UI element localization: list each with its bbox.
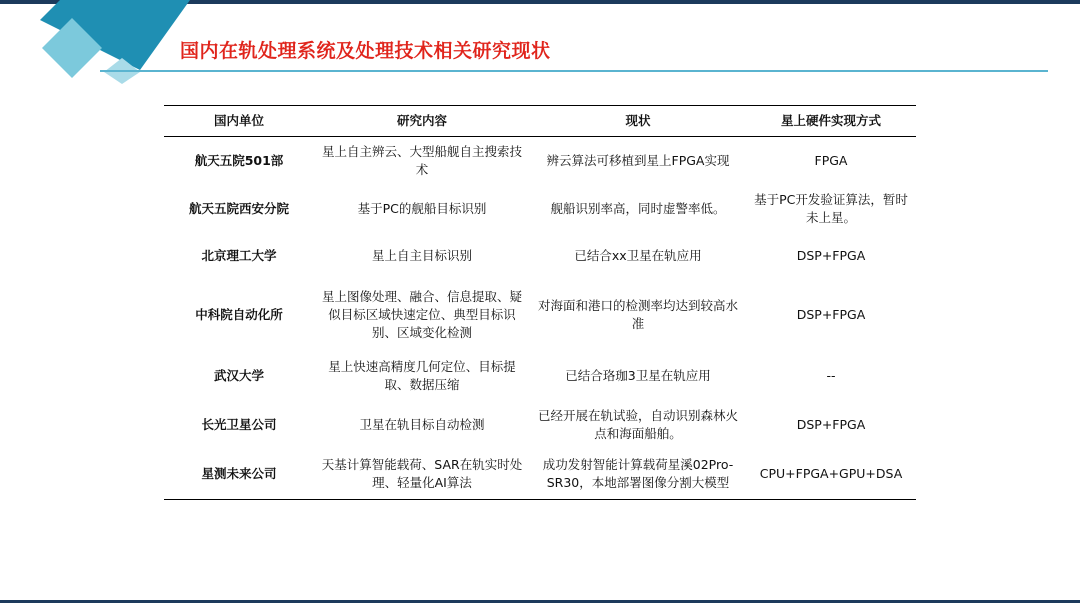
cell-content: 基于PC的舰船目标识别 [357, 200, 487, 216]
research-status-table [164, 105, 916, 500]
cell-hardware: DSP+FPGA [796, 306, 866, 322]
cell-content: 星上自主辨云、大型船舰自主搜索技术 [321, 143, 522, 177]
cell-hardware: -- [826, 367, 836, 383]
cell-hardware: FPGA [814, 152, 848, 168]
cell-hardware: DSP+FPGA [796, 416, 866, 432]
table-row [164, 233, 916, 279]
cell-content: 天基计算智能载荷、SAR在轨实时处理、轻量化AI算法 [321, 456, 523, 490]
page-title: 国内在轨处理系统及处理技术相关研究现状 [180, 40, 551, 62]
cell-hardware: CPU+FPGA+GPU+DSA [759, 465, 903, 481]
cell-status: 已结合xx卫星在轨应用 [574, 247, 702, 263]
table-row [164, 351, 916, 401]
cell-status: 舰船识别率高，同时虚警率低。 [550, 200, 726, 216]
cell-status: 已经开展在轨试验，自动识别森林火点和海面船舶。 [537, 407, 738, 441]
cell-unit: 北京理工大学 [201, 247, 277, 263]
header-unit: 国内单位 [213, 112, 264, 128]
table-row [164, 449, 916, 500]
table-header-row [164, 106, 916, 137]
cell-status: 辨云算法可移植到星上FPGA实现 [546, 152, 730, 168]
table-row [164, 137, 916, 186]
header-status: 现状 [625, 112, 651, 128]
cell-content: 星上快速高精度几何定位、目标提取、数据压缩 [328, 358, 516, 392]
table-row [164, 185, 916, 233]
cell-hardware: 基于PC开发验证算法，暂时未上星。 [754, 191, 908, 225]
cell-status: 成功发射智能计算载荷星溪02Pro-SR30，本地部署图像分割大模型 [542, 456, 734, 490]
title-underline [100, 70, 1048, 72]
cell-content: 星上自主目标识别 [371, 247, 472, 263]
table-row [164, 279, 916, 351]
header-content: 研究内容 [396, 112, 447, 128]
cell-unit: 航天五院501部 [194, 152, 284, 168]
cell-content: 星上图像处理、融合、信息提取、疑似目标区域快速定位、典型目标识别、区域变化检测 [321, 288, 522, 341]
corner-decoration [0, 0, 200, 90]
cell-unit: 中科院自动化所 [195, 306, 283, 322]
header-hardware: 星上硬件实现方式 [780, 112, 881, 128]
cell-unit: 星测未来公司 [201, 465, 277, 481]
cell-status: 已结合珞珈3卫星在轨应用 [565, 367, 711, 383]
cell-content: 卫星在轨目标自动检测 [359, 416, 485, 432]
cell-hardware: DSP+FPGA [796, 247, 866, 263]
cell-unit: 航天五院西安分院 [188, 200, 289, 216]
cell-unit: 长光卫星公司 [201, 416, 277, 432]
cell-status: 对海面和港口的检测率均达到较高水准 [537, 297, 738, 331]
table-row [164, 401, 916, 449]
cell-unit: 武汉大学 [213, 367, 264, 383]
